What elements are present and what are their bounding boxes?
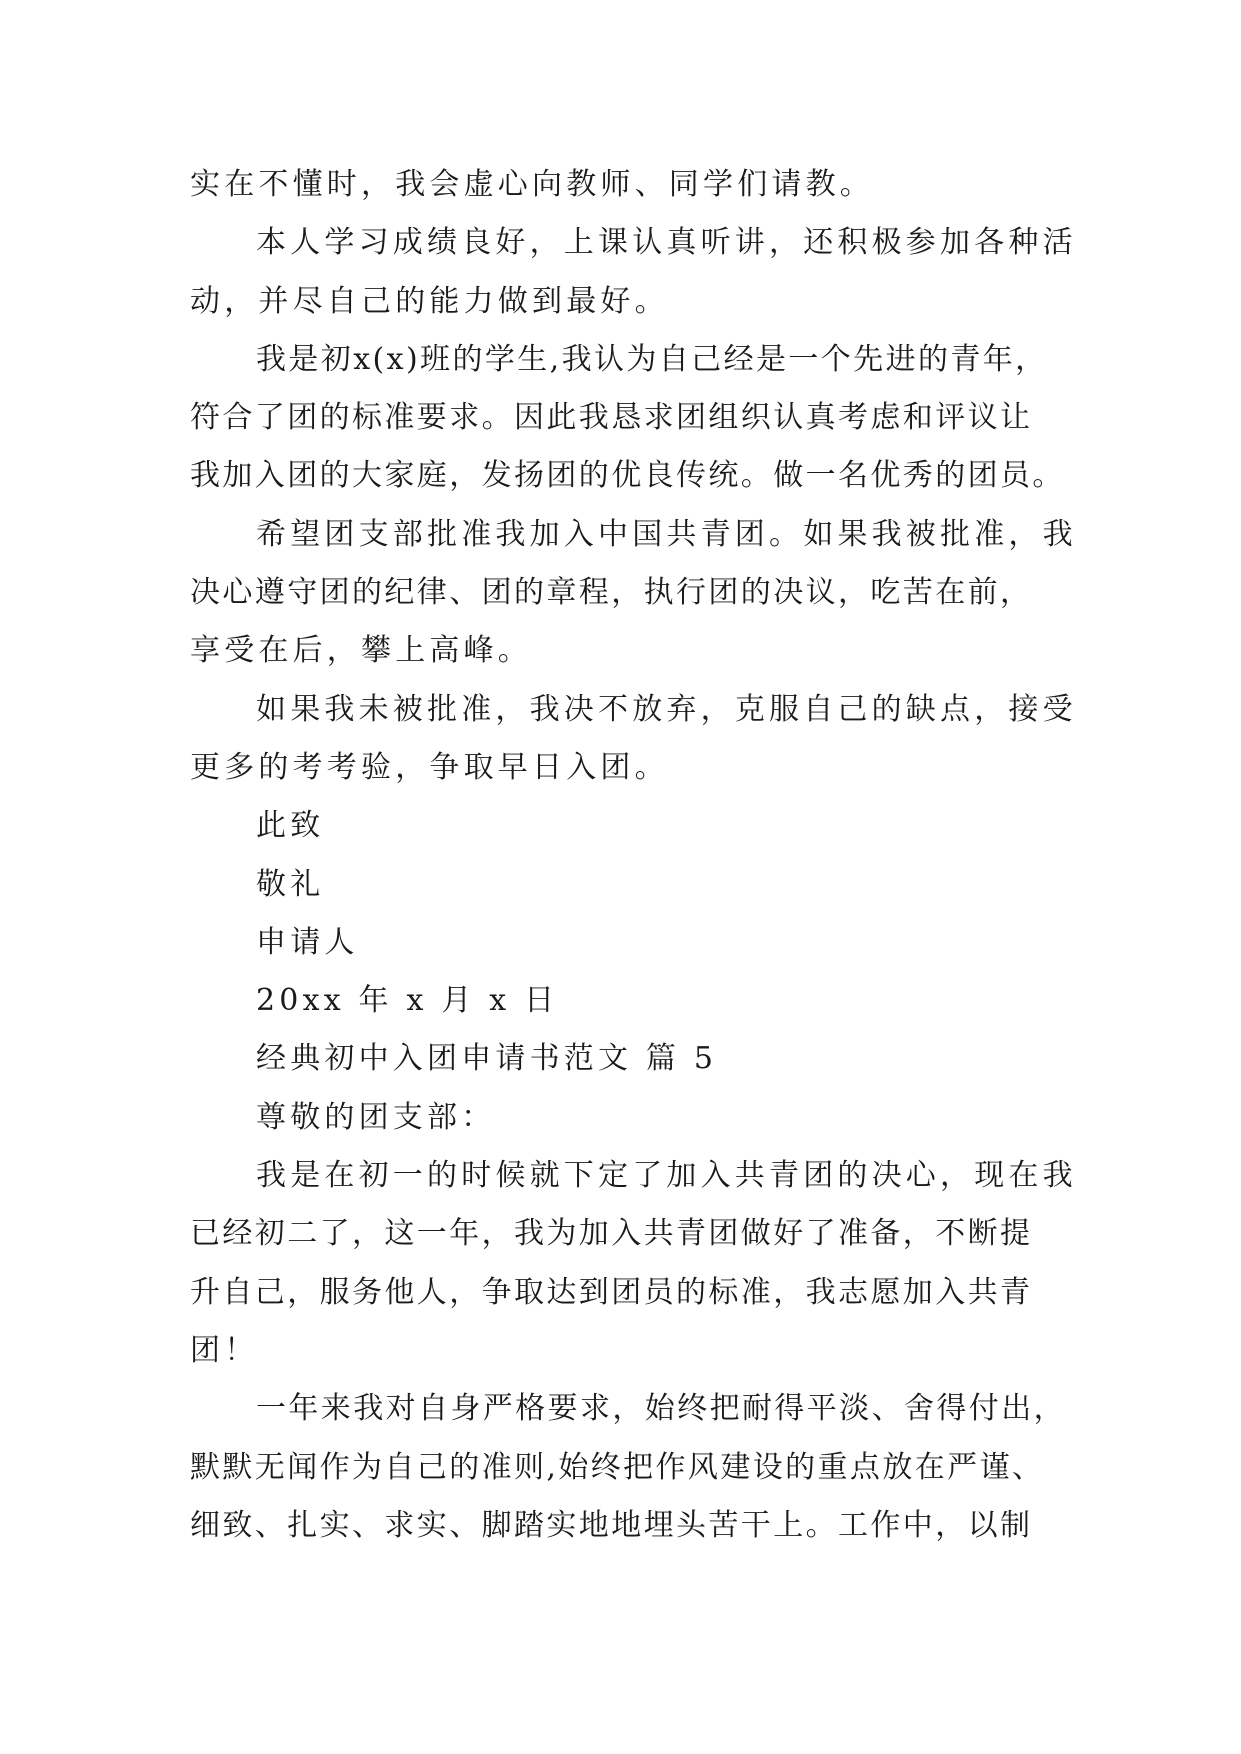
text-line-3: 动，并尽自己的能力做到最好。 <box>190 283 669 319</box>
closing-salutation: 此致 <box>256 808 325 844</box>
text-line-24: 细致、扎实、求实、脚踏实地地埋头苦干上。工作中，以制 <box>190 1507 1033 1543</box>
text-line-5: 符合了团的标准要求。因此我恳求团组织认真考虑和评议让 <box>190 400 1033 436</box>
date-line: 20xx 年 x 月 x 日 <box>256 983 559 1019</box>
text-line-18: 我是在初一的时候就下定了加入共青团的决心，现在我 <box>256 1158 1077 1194</box>
text-line-6: 我加入团的大家庭，发扬团的优良传统。做一名优秀的团员。 <box>190 458 1065 494</box>
greeting-line: 尊敬的团支部： <box>256 1099 496 1135</box>
text-line-7: 希望团支部批准我加入中国共青团。如果我被批准，我 <box>256 516 1077 552</box>
text-line-9: 享受在后，攀上高峰。 <box>190 633 532 669</box>
text-line-10: 如果我未被批准，我决不放弃，克服自己的缺点，接受 <box>256 691 1077 727</box>
applicant-label: 申请人 <box>256 924 359 960</box>
text-line-2: 本人学习成绩良好，上课认真听讲，还积极参加各种活 <box>256 225 1077 261</box>
text-line-4: 我是初x(x)班的学生,我认为自己经是一个先进的青年， <box>256 341 1048 377</box>
document-body <box>190 156 1077 1555</box>
text-line-21: 团！ <box>190 1332 259 1368</box>
section-heading: 经典初中入团申请书范文 篇 5 <box>256 1041 718 1077</box>
text-line-1: 实在不懂时，我会虚心向教师、同学们请教。 <box>190 167 874 202</box>
text-line-8: 决心遵守团的纪律、团的章程，执行团的决议，吃苦在前， <box>190 575 1033 611</box>
text-line-19: 已经初二了，这一年，我为加入共青团做好了准备，不断提 <box>190 1216 1033 1252</box>
closing-regards: 敬礼 <box>256 866 325 902</box>
text-line-11: 更多的考考验，争取早日入团。 <box>190 749 669 785</box>
text-line-23: 默默无闻作为自己的准则,始终把作风建设的重点放在严谨、 <box>190 1449 1045 1485</box>
text-line-20: 升自己，服务他人，争取达到团员的标准，我志愿加入共青 <box>190 1274 1033 1310</box>
text-line-22: 一年来我对自身严格要求，始终把耐得平淡、舍得付出， <box>256 1391 1066 1427</box>
